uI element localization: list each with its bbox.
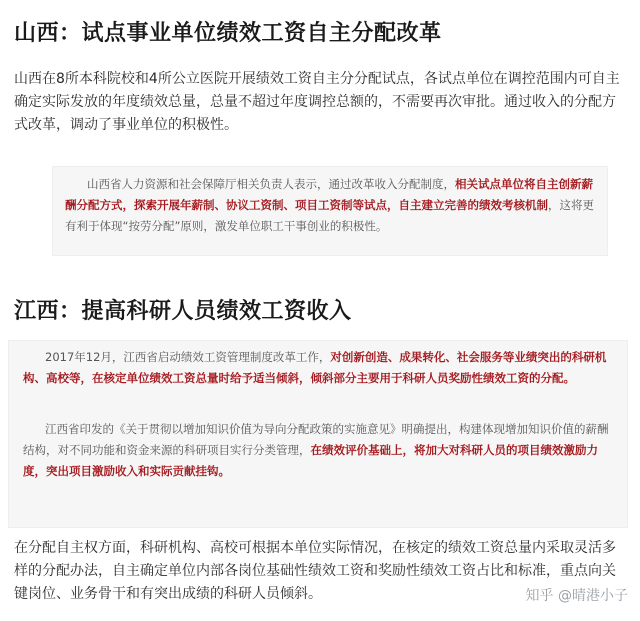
quote-highlight: 相关试点单位将自主创新薪酬分配方式，探索开展年薪制、协议工资制、项目工资制等试点，自主建立完善的绩效考核机制 bbox=[65, 177, 593, 212]
quote-text: ，这将更有利于体现“按劳分配”原则，激发单位职工干事创业的积极性。 bbox=[65, 198, 594, 233]
watermark: 知乎 @晴港小子 bbox=[525, 588, 628, 604]
quote-text: 江西省印发的《关于贯彻以增加知识价值为导向分配政策的实施意见》明确提出，构建体现增加知识价值的薪酬结构，对不同功能和资金来源的科研项目实行分类管理， bbox=[23, 422, 609, 457]
section-title-shanxi: 山西：试点事业单位绩效工资自主分配改革 bbox=[14, 21, 442, 46]
quote-highlight: 在绩效评价基础上，将加大对科研人员的项目绩效激励力度，突出项目激励收入和实际贡献挂钩。 bbox=[23, 443, 598, 478]
section-title-jiangxi: 江西：提高科研人员绩效工资收入 bbox=[14, 299, 352, 324]
quote-text: 山西省人力资源和社会保障厅相关负责人表示，通过改革收入分配制度， bbox=[87, 177, 455, 191]
quote-text: 2017年12月，江西省启动绩效工资管理制度改革工作， bbox=[45, 350, 331, 364]
quote-paragraph bbox=[23, 347, 615, 389]
quote-block-jiangxi bbox=[8, 340, 628, 528]
quote-paragraph bbox=[23, 419, 615, 482]
quote-highlight: 对创新创造、成果转化、社会服务等业绩突出的科研机构、高校等，在核定单位绩效工资总量时给予适当倾斜，倾斜部分主要用于科研人员奖励性绩效工资的分配。 bbox=[23, 350, 607, 385]
quote-block-shanxi bbox=[52, 166, 608, 256]
paragraph-shanxi: 山西在8所本科院校和4所公立医院开展绩效工资自主分分配试点，各试点单位在调控范围内可自主确定实际发放的年度绩效总量，总量不超过年度调控总额的，不需要再次审批。通过收入的分配方式改革，调动了事业单位的积极性。 bbox=[14, 71, 620, 133]
paragraph-jiangxi: 在分配自主权方面，科研机构、高校可根据本单位实际情况，在核定的绩效工资总量内采取灵活多样的分配办法，自主确定单位内部各岗位基础性绩效工资和奖励性绩效工资占比和标准，重点向关键岗位、业务骨干和有突出成绩的科研人员倾斜。 bbox=[14, 540, 616, 602]
